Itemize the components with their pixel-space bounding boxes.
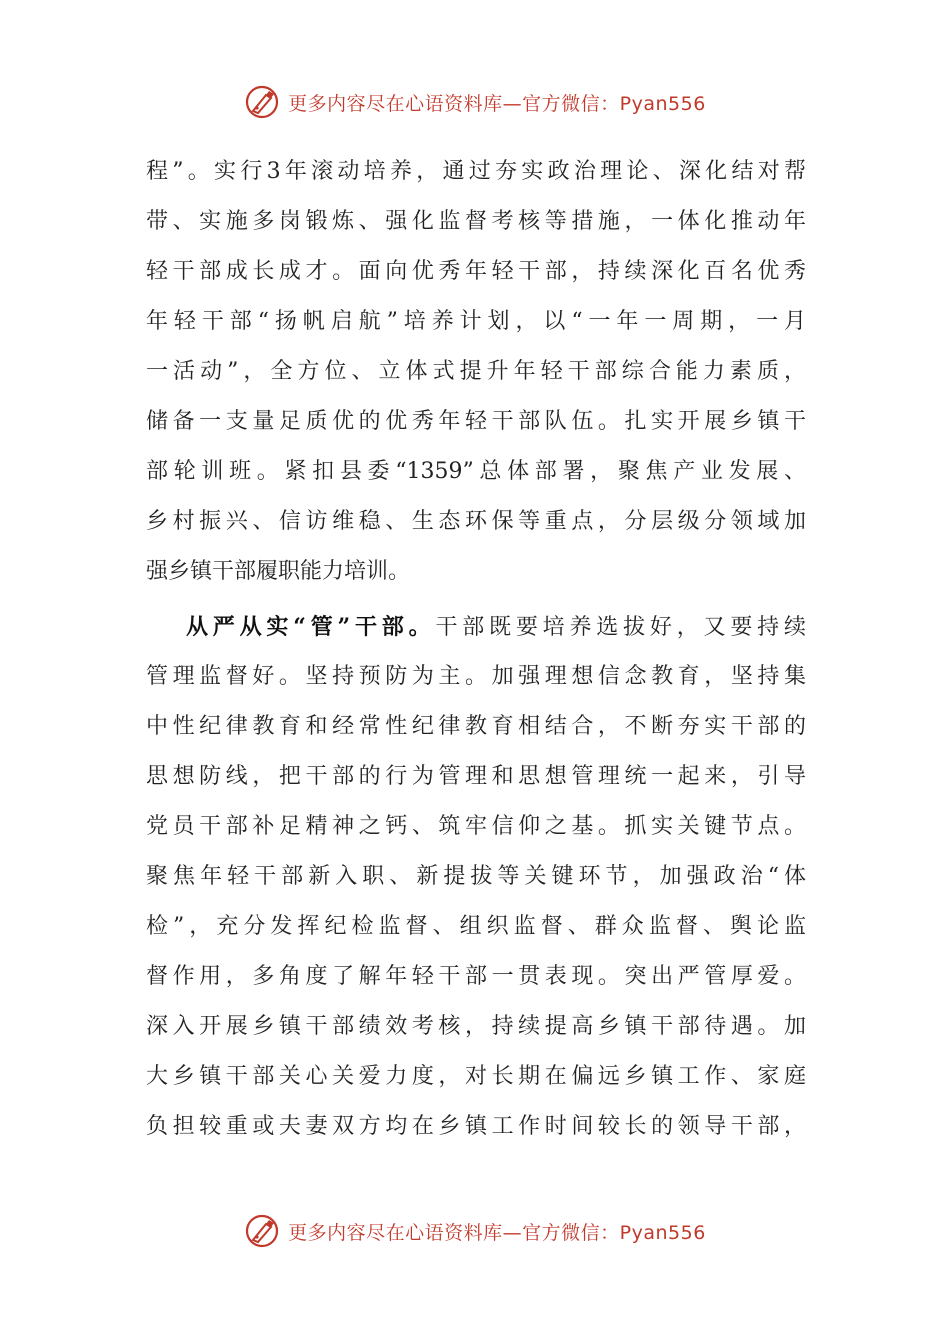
text-line: 管理监督好。坚持预防为主。加强理想信念教育，坚持集 xyxy=(146,664,806,689)
paragraph-2-first-line xyxy=(146,602,806,652)
footer-banner-text: 更多内容尽在心语资料库—官方微信：Pyan556 xyxy=(288,1221,706,1244)
text-line: 负担较重或夫妻双方均在乡镇工作时间较长的领导干部， xyxy=(146,1114,806,1139)
text-line: 储备一支量足质优的优秀年轻干部队伍。扎实开展乡镇干 xyxy=(146,409,806,434)
text-line: 一活动”，全方位、立体式提升年轻干部综合能力素质， xyxy=(146,359,806,384)
text-span: 干部既要培养选拔好，又要持续 xyxy=(435,615,806,640)
header-banner-text: 更多内容尽在心语资料库—官方微信：Pyan556 xyxy=(288,92,706,115)
text-line: 深入开展乡镇干部绩效考核，持续提高乡镇干部待遇。加 xyxy=(146,1014,806,1039)
text-line: 督作用，多角度了解年轻干部一贯表现。突出严管厚爱。 xyxy=(146,964,806,989)
paragraph-2 xyxy=(146,602,806,1152)
text-line: 部轮训班。紧扣县委“1359”总体部署，聚焦产业发展、 xyxy=(146,459,806,484)
pen-nib-logo-icon xyxy=(244,84,280,120)
pen-nib-logo-icon xyxy=(244,1213,280,1249)
paragraph-1 xyxy=(146,147,806,597)
page-footer-banner xyxy=(0,1213,950,1249)
text-line: 大乡镇干部关心关爱力度，对长期在偏远乡镇工作、家庭 xyxy=(146,1064,806,1089)
text-line: 年轻干部“扬帆启航”培养计划，以“一年一周期，一月 xyxy=(146,309,806,334)
text-line: 轻干部成长成才。面向优秀年轻干部，持续深化百名优秀 xyxy=(146,259,806,284)
document-body xyxy=(146,147,806,1152)
text-line: 中性纪律教育和经常性纪律教育相结合，不断夯实干部的 xyxy=(146,714,806,739)
text-line: 程”。实行3年滚动培养，通过夯实政治理论、深化结对帮 xyxy=(146,159,806,184)
text-line: 强乡镇干部履职能力培训。 xyxy=(146,559,411,584)
section-heading: 从严从实“管”干部。 xyxy=(186,614,436,640)
text-line: 党员干部补足精神之钙、筑牢信仰之基。抓实关键节点。 xyxy=(146,814,806,839)
text-line: 思想防线，把干部的行为管理和思想管理统一起来，引导 xyxy=(146,764,806,789)
text-line: 带、实施多岗锻炼、强化监督考核等措施，一体化推动年 xyxy=(146,209,806,234)
text-line: 检”，充分发挥纪检监督、组织监督、群众监督、舆论监 xyxy=(146,914,806,939)
text-line: 聚焦年轻干部新入职、新提拔等关键环节，加强政治“体 xyxy=(146,864,806,889)
page-header-banner xyxy=(0,84,950,120)
text-line: 乡村振兴、信访维稳、生态环保等重点，分层级分领域加 xyxy=(146,509,806,534)
